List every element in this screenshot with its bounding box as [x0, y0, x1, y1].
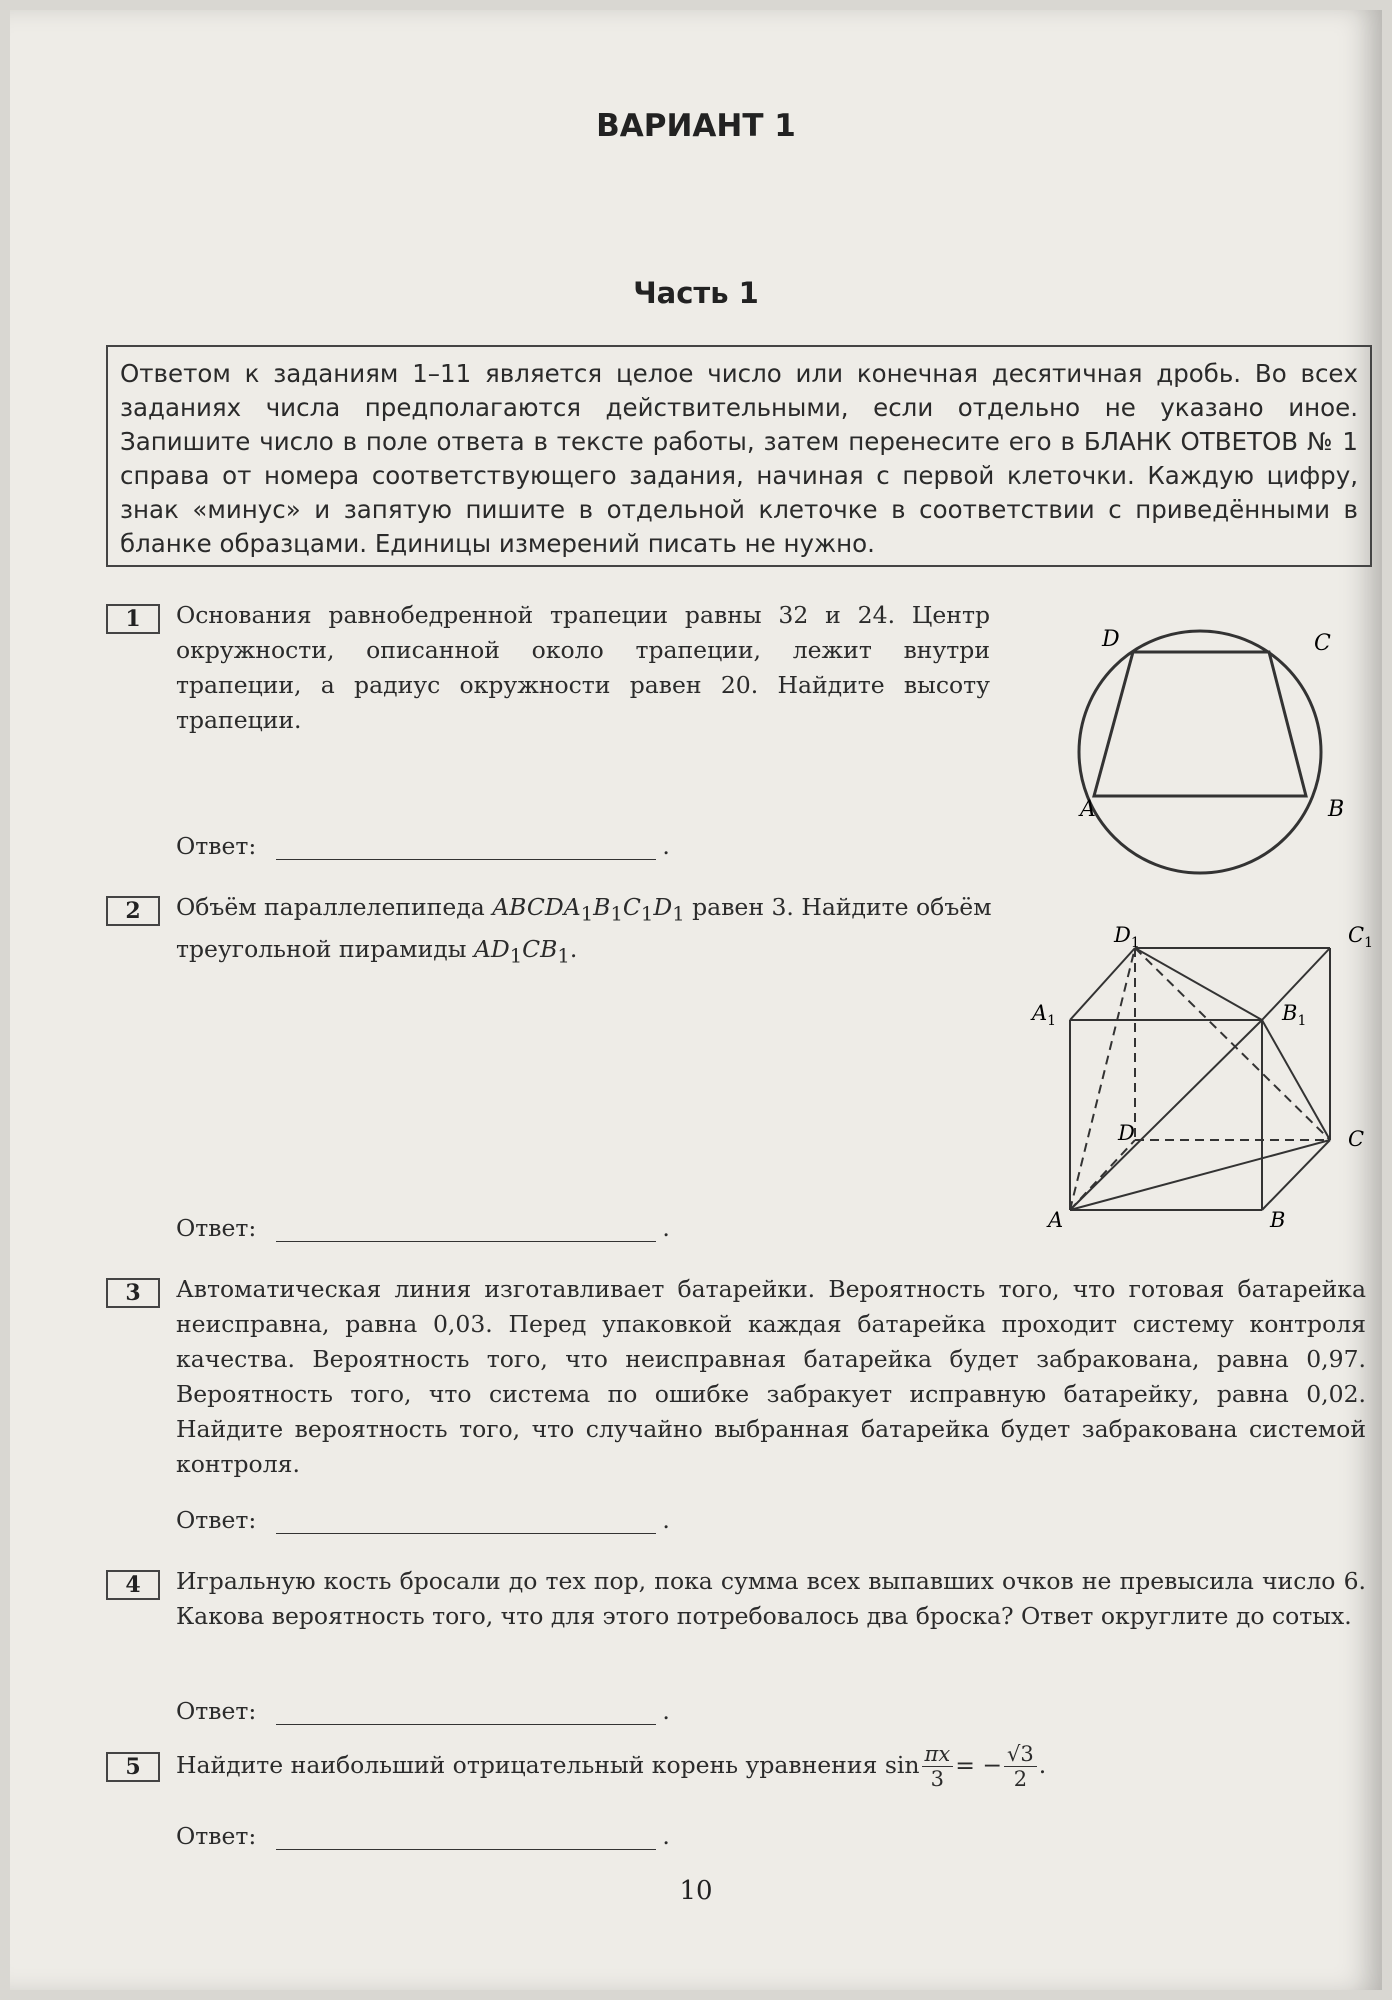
task-4-text: Игральную кость бросали до тех пор, пока сумма всех выпавших очков не превысила число 6. Какова вероятность того, что для этого потребовалось два броска? Ответ округлите до сотых.	[176, 1567, 1366, 1630]
label-C1: $C_1$	[1348, 923, 1373, 951]
page-number: 10	[679, 1876, 713, 1906]
task-number-1: 1	[106, 604, 160, 634]
figure-parallelepiped	[1030, 920, 1380, 1240]
answer-label: Ответ:	[176, 1214, 257, 1242]
label-D1: $D_1$	[1114, 923, 1140, 951]
instructions-box: Ответом к заданиям 1–11 является целое число или конечная десятичная дробь. Во всех заданиях числа предполагаются действительными, если отдельно не указано иное. Запишите число в поле ответа в тексте работы, затем перенесите его в БЛАНК ОТВЕТОВ № 1 справа от номера соответствующего задания, начиная с первой клеточки. Каждую цифру, знак «минус» и запятую пишите в отдельной клеточке в соответствии с приведёнными в бланке образцами. Единицы измерений писать не нужно.	[106, 345, 1372, 567]
answer-field-1[interactable]: Ответ: .	[176, 832, 670, 860]
part-title: Часть 1	[633, 276, 759, 310]
label-A: A	[1080, 797, 1096, 822]
answer-label: Ответ:	[176, 1506, 257, 1534]
task-2-text: Объём параллелепипеда $ABCDA_1B_1C_1D_1$ равен 3. Найдите объём треугольной пирамиды $AD_1CB_1$.	[176, 893, 992, 968]
task-number-2: 2	[106, 896, 160, 926]
label-B: B	[1328, 797, 1345, 822]
task-5-text: Найдите наибольший отрицательный корень уравнения sin $\frac{\pi x}{3}$ = − $\frac{√3}{2}$ .	[176, 1742, 1047, 1791]
figure-trapezoid-in-circle	[1070, 620, 1350, 880]
label-B: B	[1270, 1208, 1286, 1232]
task-number-5: 5	[106, 1752, 160, 1782]
answer-label: Ответ:	[176, 1822, 257, 1850]
task-number-4: 4	[106, 1570, 160, 1600]
label-D: D	[1102, 627, 1120, 652]
label-A: A	[1048, 1208, 1064, 1232]
answer-field-4[interactable]: Ответ: .	[176, 1697, 670, 1725]
task-1-text: Основания равнобедренной трапеции равны 32 и 24. Центр окружности, описанной около трапеции, лежит внутри трапеции, а радиус окружности равен 20. Найдите высоту трапеции.	[176, 601, 990, 734]
variant-title: ВАРИАНТ 1	[596, 108, 796, 144]
answer-field-3[interactable]: Ответ: .	[176, 1506, 670, 1534]
answer-label: Ответ:	[176, 832, 257, 860]
task-3-text: Автоматическая линия изготавливает батарейки. Вероятность того, что готовая батарейка неисправна, равна 0,03. Перед упаковкой каждая батарейка проходит систему контроля качества. Вероятность того, что неисправная батарейка будет забракована, равна 0,97. Вероятность того, что система по ошибке забракует исправную батарейку, равна 0,02. Найдите вероятность того, что случайно выбранная батарейка будет забракована системой контроля.	[176, 1275, 1366, 1478]
label-A1: $A_1$	[1032, 1001, 1057, 1029]
label-C: C	[1348, 1127, 1365, 1151]
answer-field-5[interactable]: Ответ: .	[176, 1822, 670, 1850]
label-B1: $B_1$	[1282, 1001, 1307, 1029]
label-C: C	[1314, 631, 1331, 656]
answer-field-2[interactable]: Ответ: .	[176, 1214, 670, 1242]
task-number-3: 3	[106, 1278, 160, 1308]
label-D: D	[1118, 1121, 1135, 1145]
answer-label: Ответ:	[176, 1697, 257, 1725]
